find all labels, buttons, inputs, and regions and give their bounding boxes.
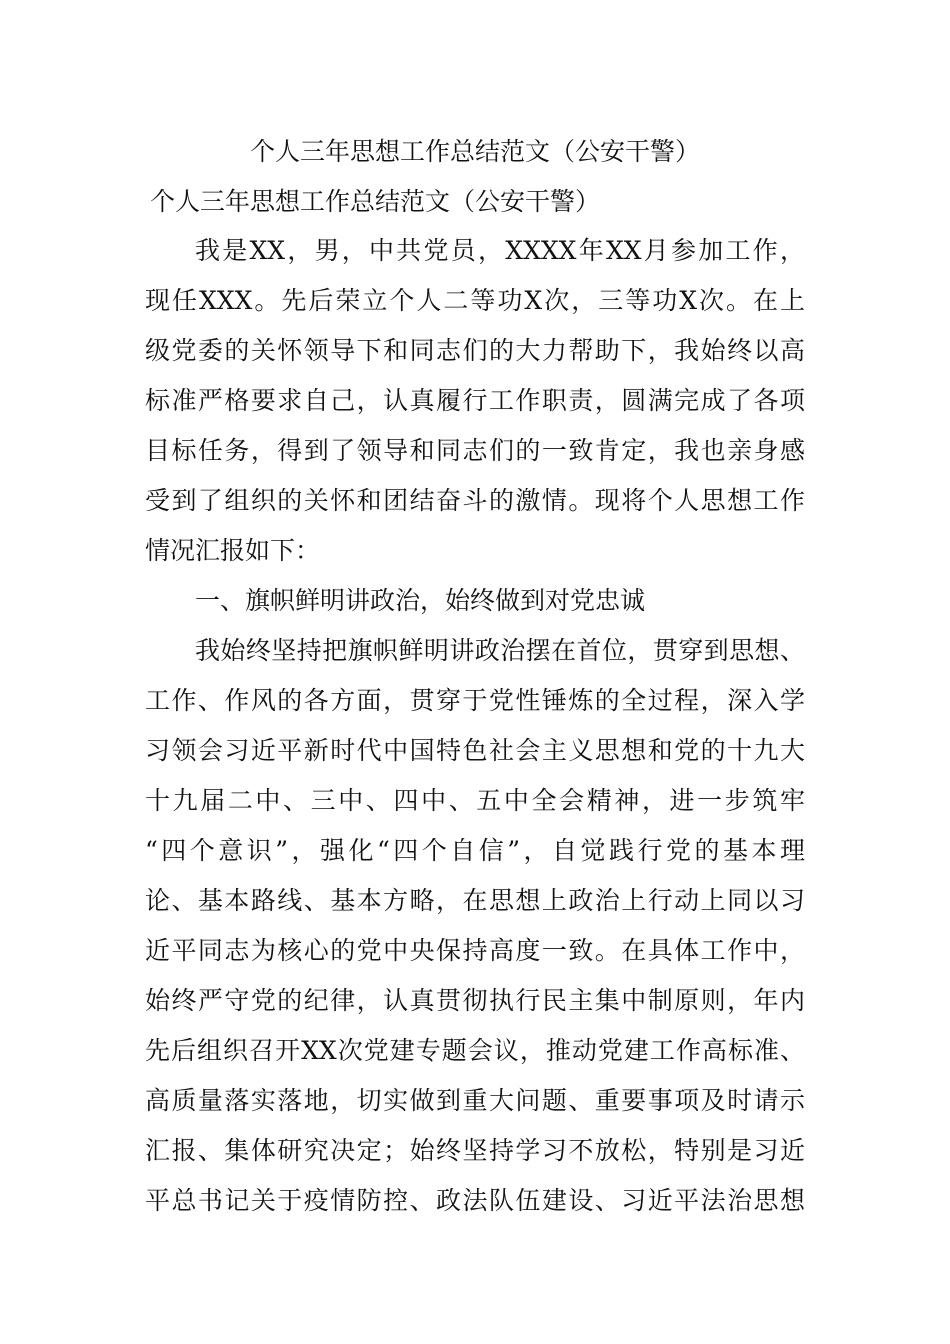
body-text-line: 十九届二中、三中、四中、五中全会精神，进一步筑牢 bbox=[145, 786, 805, 815]
body-text-line: 平总书记关于疫情防控、政法队伍建设、习近平法治思想 bbox=[145, 1186, 805, 1215]
body-text-line: 标准严格要求自己，认真履行工作职责，圆满完成了各项 bbox=[145, 386, 805, 415]
body-text-line: 情况汇报如下： bbox=[145, 536, 321, 565]
body-text-line: 级党委的关怀领导下和同志们的大力帮助下，我始终以高 bbox=[145, 336, 805, 365]
body-text-line: 受到了组织的关怀和团结奋斗的激情。现将个人思想工作 bbox=[145, 486, 805, 515]
body-text-line: 汇报、集体研究决定；始终坚持学习不放松，特别是习近 bbox=[145, 1136, 805, 1165]
document-body bbox=[145, 226, 805, 1226]
body-text-line: 近平同志为核心的党中央保持高度一致。在具体工作中， bbox=[145, 936, 805, 965]
body-text-line: 习领会习近平新时代中国特色社会主义思想和党的十九大 bbox=[145, 736, 805, 765]
body-text-line: 一、旗帜鲜明讲政治，始终做到对党忠诚 bbox=[195, 586, 646, 615]
body-text-line: 现任XXX。先后荣立个人二等功X次，三等功X次。在上 bbox=[145, 286, 805, 315]
body-text-line: 我始终坚持把旗帜鲜明讲政治摆在首位，贯穿到思想、 bbox=[195, 636, 805, 665]
document-subtitle: 个人三年思想工作总结范文（公安干警） bbox=[150, 187, 601, 216]
body-text-line: 始终严守党的纪律，认真贯彻执行民主集中制原则，年内 bbox=[145, 986, 805, 1015]
document-title: 个人三年思想工作总结范文（公安干警） bbox=[249, 137, 700, 166]
body-text-line: 目标任务，得到了领导和同志们的一致肯定，我也亲身感 bbox=[145, 436, 805, 465]
body-text-line: 工作、作风的各方面，贯穿于党性锤炼的全过程，深入学 bbox=[145, 686, 805, 715]
body-text-line: “四个意识”，强化“四个自信”，自觉践行党的基本理 bbox=[145, 836, 805, 865]
body-text-line: 先后组织召开XX次党建专题会议，推动党建工作高标准、 bbox=[145, 1036, 805, 1065]
body-text-line: 我是XX，男，中共党员，XXXX年XX月参加工作， bbox=[195, 236, 805, 265]
body-text-line: 论、基本路线、基本方略，在思想上政治上行动上同以习 bbox=[145, 886, 805, 915]
body-text-line: 高质量落实落地，切实做到重大问题、重要事项及时请示 bbox=[145, 1086, 805, 1115]
